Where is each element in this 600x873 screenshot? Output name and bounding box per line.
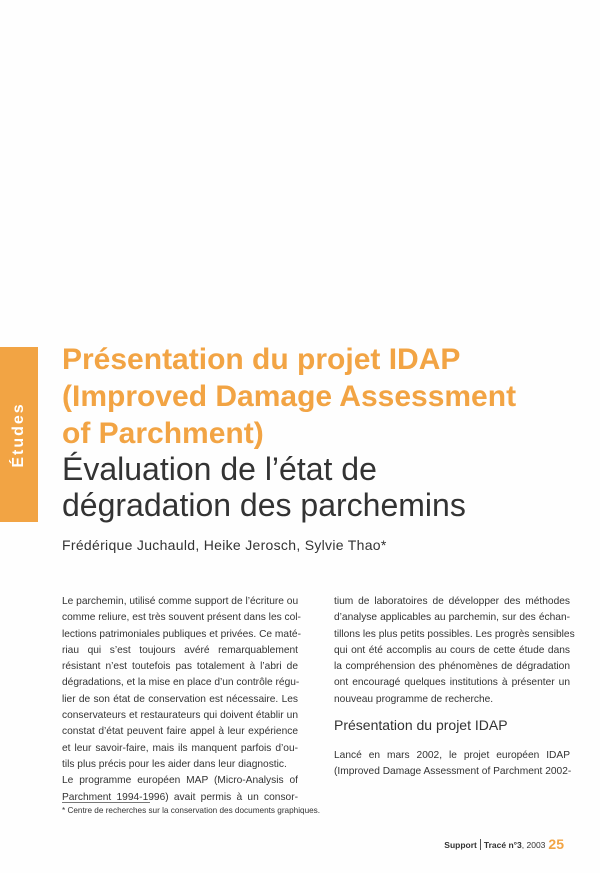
body-column-right-continued (334, 748, 570, 781)
body-line: nouveau programme de recherche. (334, 693, 494, 705)
section-tab-label: Études (10, 401, 27, 468)
section-heading: Présentation du projet IDAP (334, 717, 508, 733)
body-line: résistant n’est toutefois pas totalement à l’abri de (62, 661, 298, 673)
page-footer (444, 836, 564, 852)
body-line: et leur savoir-faire, mais ils manquent parfois d’ou- (62, 742, 298, 754)
footer-year: , 2003 (521, 840, 546, 850)
body-line: d’analyse applicables au parchemin, sur des échan- (334, 612, 570, 624)
body-line: tium de laboratoires de développer des méthodes (334, 596, 570, 607)
body-column-left (62, 594, 301, 806)
subtitle-line: dégradation des parchemins (62, 487, 466, 523)
body-line: Lancé en mars 2002, le projet européen IDAP (334, 750, 570, 761)
body-line: riau qui s’est toujours avéré remarquablement (62, 644, 298, 656)
body-line: lections patrimoniales publiques et privées. Ce maté- (62, 628, 301, 640)
body-line: qui ont été accomplis au cours de cette étude dans (334, 644, 570, 656)
body-line: constat d’état peuvent faire appel à leur expérience (62, 726, 298, 738)
article-subtitle (62, 451, 582, 523)
title-line: of Parchment) (62, 417, 264, 450)
subtitle-line: Évaluation de l’état de (62, 451, 377, 487)
body-line: tillons les plus petits possibles. Les progrès sensibles (334, 628, 575, 640)
body-line: Parchment 1994-1996) avait permis à un consor- (62, 791, 298, 803)
section-tab (0, 347, 38, 522)
body-line: Le programme européen MAP (Micro-Analysis of (62, 775, 298, 787)
body-line: conservateurs et restaurateurs qui doivent établir un (62, 710, 298, 722)
authors: Frédérique Juchauld, Heike Jerosch, Sylvie Thao* (62, 537, 387, 553)
article-title (62, 341, 582, 452)
body-line: la compréhension des phénomènes de dégradation (334, 661, 570, 673)
footnote: * Centre de recherches sur la conservation des documents graphiques. (62, 806, 321, 815)
body-line: ont encouragé quelques institutions à présenter un (334, 677, 570, 689)
body-line: (Improved Damage Assessment of Parchment 2002- (334, 766, 572, 778)
footer-section: Support (444, 840, 477, 850)
title-line: (Improved Damage Assessment (62, 380, 517, 413)
body-line: comme reliure, est très souvent présent dans les col- (62, 612, 301, 624)
footer-divider (480, 839, 481, 850)
footnote-divider (62, 802, 150, 803)
body-line: lier de son état de conservation est nécessaire. Les (62, 693, 298, 705)
footer-journal: Tracé n°3 (483, 840, 522, 850)
body-line: Le parchemin, utilisé comme support de l’écriture ou (62, 596, 299, 607)
body-column-right (334, 594, 575, 708)
body-line: tils plus précis pour les aider dans leur diagnostic. (62, 758, 287, 770)
page-number: 25 (548, 836, 564, 852)
title-line: Présentation du projet IDAP (62, 343, 461, 376)
body-line: dégradations, et la mise en place d’un contrôle régu- (62, 677, 300, 689)
